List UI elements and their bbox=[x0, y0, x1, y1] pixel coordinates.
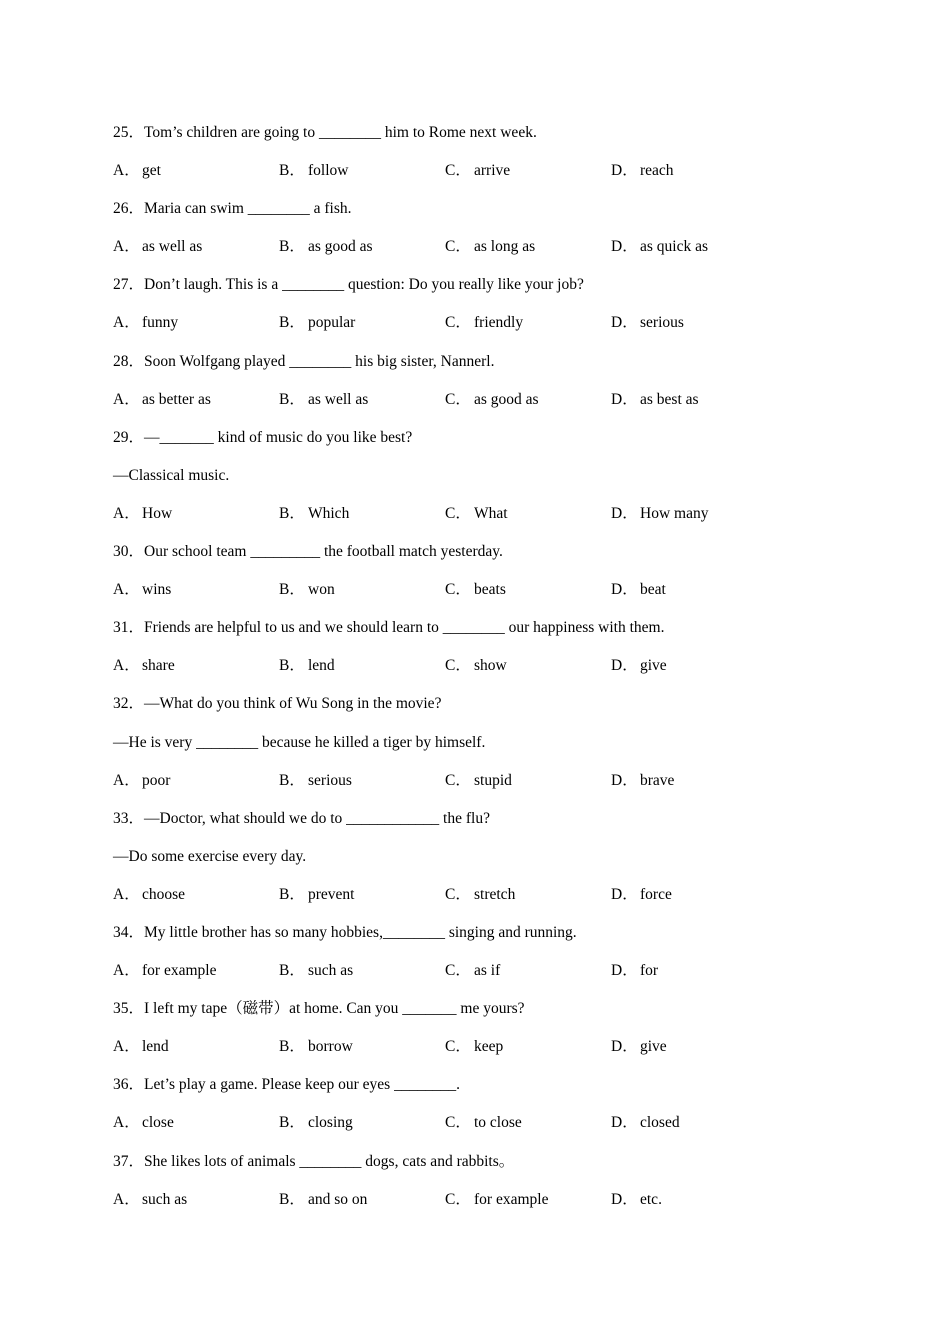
option-text: give bbox=[640, 657, 667, 675]
option-text: closed bbox=[640, 1114, 680, 1132]
option-letter: C． bbox=[445, 238, 471, 256]
answer-option-c bbox=[445, 158, 611, 196]
question-text: —Doctor, what should we do to ____________ the flu? bbox=[144, 809, 490, 827]
answer-option-b bbox=[279, 882, 445, 920]
option-text: as good as bbox=[308, 238, 373, 256]
option-text: What bbox=[474, 504, 508, 522]
option-letter: A． bbox=[113, 390, 140, 408]
option-text: beat bbox=[640, 581, 666, 599]
option-text: as well as bbox=[308, 390, 369, 408]
question-number: 30． bbox=[113, 543, 145, 561]
answer-option-d bbox=[611, 501, 777, 539]
question-number: 26． bbox=[113, 200, 145, 218]
question-stem bbox=[113, 996, 833, 1034]
answer-option-c bbox=[445, 234, 611, 272]
option-text: popular bbox=[308, 314, 356, 332]
option-letter: C． bbox=[445, 885, 471, 903]
option-text: as better as bbox=[142, 390, 211, 408]
question-text: —He is very ________ because he killed a tiger by himself. bbox=[113, 733, 486, 751]
option-letter: A． bbox=[113, 162, 140, 180]
answer-option-b bbox=[279, 501, 445, 539]
option-letter: D． bbox=[611, 962, 638, 980]
answer-options bbox=[113, 501, 833, 539]
question-number: 29． bbox=[113, 428, 145, 446]
option-text: won bbox=[308, 581, 335, 599]
option-letter: B． bbox=[279, 238, 305, 256]
answer-option-d bbox=[611, 234, 777, 272]
answer-option-b bbox=[279, 158, 445, 196]
answer-option-c bbox=[445, 501, 611, 539]
option-letter: D． bbox=[611, 1190, 638, 1208]
answer-option-b bbox=[279, 958, 445, 996]
question-dialogue-line bbox=[113, 844, 833, 882]
answer-options bbox=[113, 1187, 833, 1225]
option-letter: A． bbox=[113, 314, 140, 332]
answer-options bbox=[113, 768, 833, 806]
option-letter: B． bbox=[279, 314, 305, 332]
option-text: beats bbox=[474, 581, 506, 599]
option-letter: A． bbox=[113, 657, 140, 675]
option-text: etc. bbox=[640, 1190, 662, 1208]
answer-option-b bbox=[279, 653, 445, 691]
option-letter: D． bbox=[611, 390, 638, 408]
answer-option-d bbox=[611, 768, 777, 806]
answer-options bbox=[113, 234, 833, 272]
option-text: borrow bbox=[308, 1038, 353, 1056]
question-stem bbox=[113, 425, 833, 463]
option-letter: A． bbox=[113, 885, 140, 903]
question-number: 25． bbox=[113, 124, 145, 141]
option-letter: B． bbox=[279, 390, 305, 408]
option-letter: C． bbox=[445, 1114, 471, 1132]
question-stem bbox=[113, 539, 833, 577]
question-stem bbox=[113, 806, 833, 844]
question-number: 31． bbox=[113, 619, 145, 637]
option-letter: D． bbox=[611, 771, 638, 789]
option-text: as good as bbox=[474, 390, 539, 408]
answer-options bbox=[113, 653, 833, 691]
answer-option-d bbox=[611, 882, 777, 920]
option-letter: B． bbox=[279, 1190, 305, 1208]
option-text: stupid bbox=[474, 771, 512, 789]
answer-option-c bbox=[445, 1110, 611, 1148]
option-text: Which bbox=[308, 504, 350, 522]
question-text: Tom’s children are going to ________ him to Rome next week. bbox=[144, 124, 537, 141]
question-list bbox=[113, 120, 833, 1225]
option-letter: B． bbox=[279, 1114, 305, 1132]
answer-option-b bbox=[279, 768, 445, 806]
option-text: stretch bbox=[474, 885, 516, 903]
question-text: I left my tape（磁带）at home. Can you _______ me yours? bbox=[144, 1000, 525, 1018]
option-text: give bbox=[640, 1038, 667, 1056]
answer-options bbox=[113, 958, 833, 996]
question-block bbox=[113, 120, 833, 196]
option-letter: C． bbox=[445, 314, 471, 332]
option-letter: D． bbox=[611, 314, 638, 332]
answer-options bbox=[113, 158, 833, 196]
answer-option-b bbox=[279, 310, 445, 348]
option-text: reach bbox=[640, 162, 674, 180]
question-number: 32． bbox=[113, 695, 145, 713]
answer-option-a bbox=[113, 1034, 279, 1072]
question-block bbox=[113, 691, 833, 805]
answer-options bbox=[113, 387, 833, 425]
answer-option-c bbox=[445, 958, 611, 996]
option-text: serious bbox=[640, 314, 684, 332]
question-stem bbox=[113, 120, 833, 158]
answer-option-d bbox=[611, 1110, 777, 1148]
option-letter: B． bbox=[279, 162, 305, 180]
answer-options bbox=[113, 577, 833, 615]
question-text: —Classical music. bbox=[113, 466, 230, 484]
question-number: 33． bbox=[113, 809, 145, 827]
answer-options bbox=[113, 1110, 833, 1148]
option-text: lend bbox=[308, 657, 335, 675]
option-letter: C． bbox=[445, 1038, 471, 1056]
option-letter: B． bbox=[279, 771, 305, 789]
option-letter: B． bbox=[279, 657, 305, 675]
option-letter: D． bbox=[611, 504, 638, 522]
option-letter: A． bbox=[113, 771, 140, 789]
option-letter: D． bbox=[611, 581, 638, 599]
option-text: lend bbox=[142, 1038, 169, 1056]
answer-option-b bbox=[279, 1110, 445, 1148]
question-text: —_______ kind of music do you like best? bbox=[144, 428, 413, 446]
answer-option-a bbox=[113, 577, 279, 615]
answer-option-c bbox=[445, 653, 611, 691]
answer-option-a bbox=[113, 882, 279, 920]
option-letter: D． bbox=[611, 1114, 638, 1132]
question-number: 37． bbox=[113, 1152, 145, 1170]
answer-option-c bbox=[445, 310, 611, 348]
option-text: brave bbox=[640, 771, 675, 789]
option-text: choose bbox=[142, 885, 186, 903]
question-block bbox=[113, 920, 833, 996]
answer-option-a bbox=[113, 653, 279, 691]
answer-option-d bbox=[611, 1187, 777, 1225]
answer-option-d bbox=[611, 958, 777, 996]
option-letter: A． bbox=[113, 238, 140, 256]
option-text: as if bbox=[474, 962, 501, 980]
option-text: for bbox=[640, 962, 659, 980]
option-letter: B． bbox=[279, 504, 305, 522]
option-letter: D． bbox=[611, 885, 638, 903]
answer-option-d bbox=[611, 577, 777, 615]
option-text: close bbox=[142, 1114, 174, 1132]
answer-options bbox=[113, 1034, 833, 1072]
question-text: Don’t laugh. This is a ________ question: Do you really like your job? bbox=[144, 276, 584, 294]
option-text: funny bbox=[142, 314, 179, 332]
question-block bbox=[113, 996, 833, 1072]
answer-option-c bbox=[445, 577, 611, 615]
question-block bbox=[113, 196, 833, 272]
answer-option-a bbox=[113, 1110, 279, 1148]
option-text: for example bbox=[142, 962, 217, 980]
option-text: as well as bbox=[142, 238, 203, 256]
option-text: arrive bbox=[474, 162, 511, 180]
option-letter: B． bbox=[279, 581, 305, 599]
question-stem bbox=[113, 615, 833, 653]
option-letter: C． bbox=[445, 162, 471, 180]
option-text: friendly bbox=[474, 314, 524, 332]
option-letter: A． bbox=[113, 962, 140, 980]
option-letter: A． bbox=[113, 1190, 140, 1208]
answer-option-b bbox=[279, 387, 445, 425]
answer-options bbox=[113, 882, 833, 920]
option-letter: C． bbox=[445, 581, 471, 599]
option-text: such as bbox=[308, 962, 354, 980]
option-text: show bbox=[474, 657, 507, 675]
answer-option-c bbox=[445, 882, 611, 920]
question-text: My little brother has so many hobbies,________ singing and running. bbox=[144, 923, 577, 941]
option-text: wins bbox=[142, 581, 172, 599]
question-block bbox=[113, 272, 833, 348]
option-letter: A． bbox=[113, 1114, 140, 1132]
question-number: 28． bbox=[113, 352, 145, 370]
option-letter: C． bbox=[445, 390, 471, 408]
answer-option-d bbox=[611, 1034, 777, 1072]
option-letter: B． bbox=[279, 885, 305, 903]
answer-option-d bbox=[611, 387, 777, 425]
question-number: 27． bbox=[113, 276, 145, 294]
question-block bbox=[113, 539, 833, 615]
question-dialogue-line bbox=[113, 730, 833, 768]
question-text: —What do you think of Wu Song in the movie? bbox=[144, 695, 442, 713]
question-text: Let’s play a game. Please keep our eyes ________. bbox=[144, 1076, 460, 1094]
option-text: get bbox=[142, 162, 161, 180]
option-letter: C． bbox=[445, 962, 471, 980]
question-stem bbox=[113, 691, 833, 729]
answer-option-a bbox=[113, 234, 279, 272]
answer-option-a bbox=[113, 310, 279, 348]
question-stem bbox=[113, 1072, 833, 1110]
question-text: Soon Wolfgang played ________ his big sister, Nannerl. bbox=[144, 352, 495, 370]
answer-option-b bbox=[279, 1187, 445, 1225]
question-block bbox=[113, 425, 833, 539]
option-letter: A． bbox=[113, 1038, 140, 1056]
option-letter: D． bbox=[611, 1038, 638, 1056]
answer-option-d bbox=[611, 310, 777, 348]
answer-option-c bbox=[445, 1034, 611, 1072]
option-text: poor bbox=[142, 771, 171, 789]
question-stem bbox=[113, 349, 833, 387]
question-block bbox=[113, 1072, 833, 1148]
answer-option-b bbox=[279, 1034, 445, 1072]
option-letter: A． bbox=[113, 504, 140, 522]
question-number: 35． bbox=[113, 1000, 145, 1018]
question-text: Maria can swim ________ a fish. bbox=[144, 200, 352, 218]
answer-option-a bbox=[113, 768, 279, 806]
question-stem bbox=[113, 920, 833, 958]
answer-option-d bbox=[611, 158, 777, 196]
option-text: closing bbox=[308, 1114, 353, 1132]
option-letter: D． bbox=[611, 657, 638, 675]
answer-option-a bbox=[113, 501, 279, 539]
answer-option-c bbox=[445, 768, 611, 806]
option-letter: C． bbox=[445, 771, 471, 789]
option-text: How bbox=[142, 504, 173, 522]
answer-option-c bbox=[445, 387, 611, 425]
option-text: such as bbox=[142, 1190, 188, 1208]
option-letter: C． bbox=[445, 504, 471, 522]
answer-option-b bbox=[279, 234, 445, 272]
question-block bbox=[113, 1149, 833, 1225]
option-text: to close bbox=[474, 1114, 522, 1132]
option-letter: C． bbox=[445, 657, 471, 675]
answer-option-b bbox=[279, 577, 445, 615]
answer-options bbox=[113, 310, 833, 348]
option-text: and so on bbox=[308, 1190, 368, 1208]
option-letter: B． bbox=[279, 962, 305, 980]
option-text: keep bbox=[474, 1038, 504, 1056]
answer-option-a bbox=[113, 1187, 279, 1225]
option-text: as best as bbox=[640, 390, 699, 408]
answer-option-a bbox=[113, 158, 279, 196]
answer-option-d bbox=[611, 653, 777, 691]
question-stem bbox=[113, 1149, 833, 1187]
answer-option-a bbox=[113, 387, 279, 425]
question-text: She likes lots of animals ________ dogs, cats and rabbits。 bbox=[144, 1152, 515, 1170]
question-block bbox=[113, 349, 833, 425]
question-block bbox=[113, 615, 833, 691]
question-block bbox=[113, 806, 833, 920]
question-text: —Do some exercise every day. bbox=[113, 847, 307, 865]
question-dialogue-line bbox=[113, 463, 833, 501]
option-text: follow bbox=[308, 162, 349, 180]
option-letter: D． bbox=[611, 162, 638, 180]
option-letter: D． bbox=[611, 238, 638, 256]
option-text: share bbox=[142, 657, 175, 675]
option-letter: B． bbox=[279, 1038, 305, 1056]
option-text: as long as bbox=[474, 238, 536, 256]
option-text: serious bbox=[308, 771, 352, 789]
option-text: as quick as bbox=[640, 238, 709, 256]
question-stem bbox=[113, 196, 833, 234]
answer-option-a bbox=[113, 958, 279, 996]
question-text: Friends are helpful to us and we should learn to ________ our happiness with them. bbox=[144, 619, 665, 637]
option-letter: C． bbox=[445, 1190, 471, 1208]
question-number: 36． bbox=[113, 1076, 145, 1094]
question-text: Our school team _________ the football match yesterday. bbox=[144, 543, 503, 561]
option-text: How many bbox=[640, 504, 709, 522]
answer-option-c bbox=[445, 1187, 611, 1225]
option-text: prevent bbox=[308, 885, 355, 903]
question-number: 34． bbox=[113, 923, 145, 941]
question-stem bbox=[113, 272, 833, 310]
option-letter: A． bbox=[113, 581, 140, 599]
option-text: force bbox=[640, 885, 672, 903]
option-text: for example bbox=[474, 1190, 549, 1208]
